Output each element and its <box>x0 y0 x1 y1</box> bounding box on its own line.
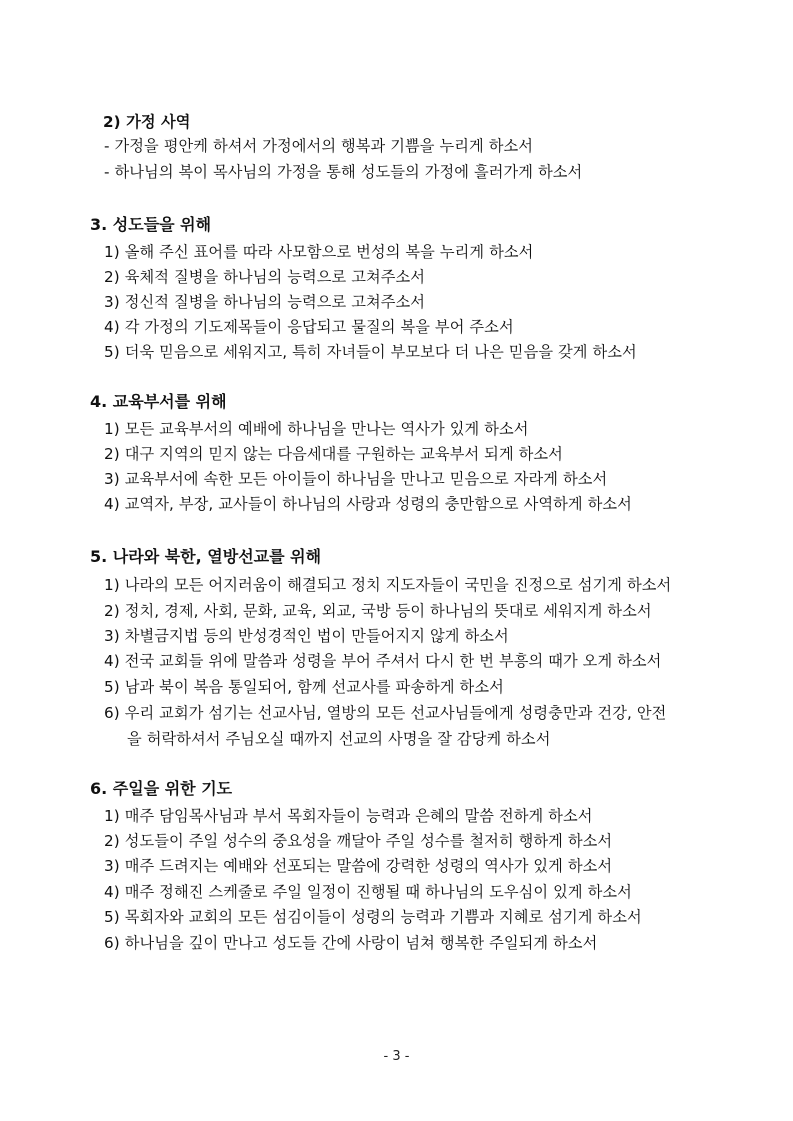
list-item: 6) 우리 교회가 섬기는 선교사님, 열방의 모든 선교사님들에게 성령충만과 건강, 안전 <box>104 704 667 722</box>
list-item: 2) 정치, 경제, 사회, 문화, 교육, 외교, 국방 등이 하나님의 뜻대로 세워지게 하소서 <box>104 602 652 620</box>
list-item: - 가정을 평안케 하셔서 가정에서의 행복과 기쁨을 누리게 하소서 <box>104 137 534 155</box>
list-item: 1) 매주 담임목사님과 부서 목회자들이 능력과 은혜의 말씀 전하게 하소서 <box>104 807 593 825</box>
section-heading-education: 4. 교육부서를 위해 <box>90 392 227 411</box>
list-item: 1) 모든 교육부서의 예배에 하나님을 만나는 역사가 있게 하소서 <box>104 420 529 438</box>
list-item: 3) 정신적 질병을 하나님의 능력으로 고쳐주소서 <box>104 293 426 311</box>
list-item: 1) 올해 주신 표어를 따라 사모함으로 번성의 복을 누리게 하소서 <box>104 243 534 261</box>
list-item: - 하나님의 복이 목사님의 가정을 통해 성도들의 가정에 흘러가게 하소서 <box>104 163 583 181</box>
list-item: 4) 각 가정의 기도제목들이 응답되고 물질의 복을 부어 주소서 <box>104 318 514 336</box>
section-heading-sunday-prayer: 6. 주일을 위한 기도 <box>90 779 233 798</box>
list-item: 4) 교역자, 부장, 교사들이 하나님의 사랑과 성령의 충만함으로 사역하게 하소서 <box>104 495 632 513</box>
list-item: 2) 성도들이 주일 성수의 중요성을 깨달아 주일 성수를 철저히 행하게 하소서 <box>104 832 613 850</box>
list-item: 4) 매주 정해진 스케줄로 주일 일정이 진행될 때 하나님의 도우심이 있게 하소서 <box>104 883 632 901</box>
list-item: 5) 목회자와 교회의 모든 섬김이들이 성령의 능력과 기쁨과 지혜로 섬기게 하소서 <box>104 908 642 926</box>
list-item: 4) 전국 교회들 위에 말씀과 성령을 부어 주셔서 다시 한 번 부흥의 때가 오게 하소서 <box>104 652 662 670</box>
list-item: 5) 더욱 믿음으로 세워지고, 특히 자녀들이 부모보다 더 나은 믿음을 갖게 하소서 <box>104 343 637 361</box>
list-item: 6) 하나님을 깊이 만나고 성도들 간에 사랑이 넘쳐 행복한 주일되게 하소서 <box>104 934 598 952</box>
page-number: - 3 - <box>383 1049 410 1064</box>
list-item-continuation: 을 허락하셔서 주님오실 때까지 선교의 사명을 잘 감당케 하소서 <box>127 730 551 748</box>
section-heading-nation-missions: 5. 나라와 북한, 열방선교를 위해 <box>90 547 322 566</box>
section-heading-saints: 3. 성도들을 위해 <box>90 215 212 234</box>
list-item: 2) 육체적 질병을 하나님의 능력으로 고쳐주소서 <box>104 268 426 286</box>
list-item: 2) 대구 지역의 믿지 않는 다음세대를 구원하는 교육부서 되게 하소서 <box>104 445 563 463</box>
list-item: 3) 교육부서에 속한 모든 아이들이 하나님을 만나고 믿음으로 자라게 하소서 <box>104 470 608 488</box>
list-item: 1) 나라의 모든 어지러움이 해결되고 정치 지도자들이 국민을 진정으로 섬기게 하소서 <box>104 576 672 594</box>
list-item: 3) 차별금지법 등의 반성경적인 법이 만들어지지 않게 하소서 <box>104 627 509 645</box>
section-heading-family-ministry: 2) 가정 사역 <box>103 113 191 131</box>
list-item: 5) 남과 북이 복음 통일되어, 함께 선교사를 파송하게 하소서 <box>104 678 504 696</box>
list-item: 3) 매주 드려지는 예배와 선포되는 말씀에 강력한 성령의 역사가 있게 하소서 <box>104 857 613 875</box>
